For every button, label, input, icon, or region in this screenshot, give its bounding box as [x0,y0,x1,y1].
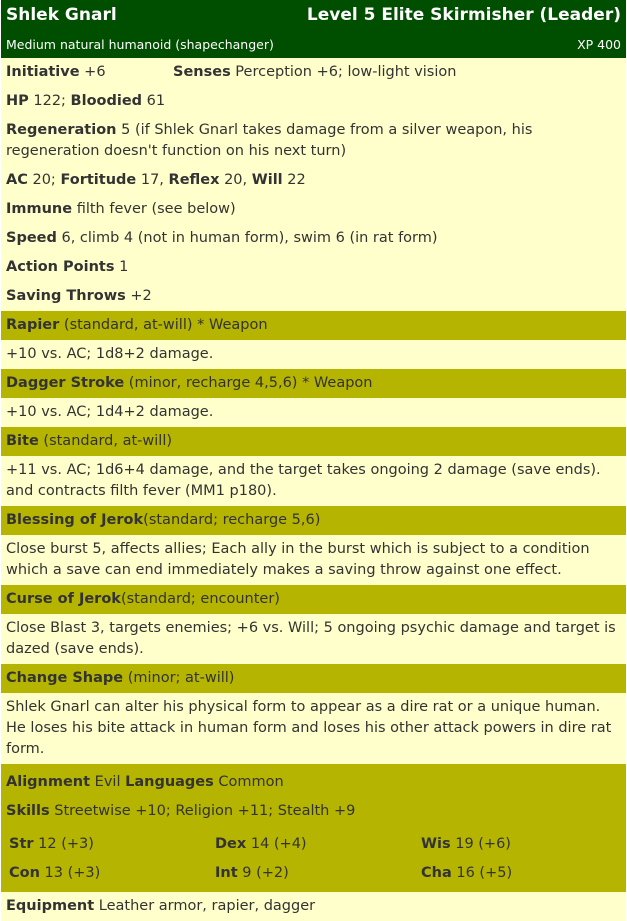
monster-name: Shlek Gnarl [6,5,117,25]
power-header-bite [1,427,626,456]
ac-label: AC [6,172,28,188]
fortitude-value: 17, [136,172,169,188]
hp-label: HP [6,93,29,109]
reflex-value: 20, [219,172,252,188]
fortitude-label: Fortitude [60,172,137,188]
skills-label: Skills [6,803,50,819]
speed-label: Speed [6,230,57,246]
ability-value: 16 (+5) [451,865,513,881]
initiative-value: +6 [79,64,106,80]
stat-block-footer [1,764,626,892]
languages-value: Common [213,774,284,790]
defenses-row [1,166,626,195]
ability-label: Int [215,865,238,881]
regeneration-value: 5 (if Shlek Gnarl takes damage from a silver weapon, his regeneration doesn't function on his next turn) [6,122,533,159]
equipment-value: Leather armor, rapier, dagger [94,898,316,914]
power-header-blessing-of-jerok [1,506,626,535]
power-header-rapier [1,311,626,340]
senses-label: Senses [173,64,231,80]
ability-value: 9 (+2) [237,865,289,881]
power-header-change-shape [1,664,626,693]
power-meta: (standard; recharge 5,6) [143,512,321,528]
ability-str [6,830,212,859]
reflex-label: Reflex [168,172,220,188]
power-desc-dagger-stroke: +10 vs. AC; 1d4+2 damage. [1,398,626,427]
power-name: Bite [6,433,39,449]
will-label: Will [251,172,283,188]
monster-level: Level 5 Elite Skirmisher (Leader) [306,5,621,25]
power-desc-rapier: +10 vs. AC; 1d8+2 damage. [1,340,626,369]
power-meta: (standard; encounter) [120,591,280,607]
hp-value: 122; [28,93,71,109]
power-meta: (minor; at-will) [123,670,235,686]
initiative-label: Initiative [6,64,80,80]
immune-label: Immune [6,201,73,217]
equipment-label: Equipment [6,898,95,914]
power-meta: (minor, recharge 4,5,6) * Weapon [124,375,373,391]
speed-value: 6, climb 4 (not in human form), swim 6 (in rat form) [56,230,438,246]
power-desc-bite: +11 vs. AC; 1d6+4 damage, and the target takes ongoing 2 damage (save ends). and contracts filth fever (MM1 p180). [1,456,626,506]
power-name: Dagger Stroke [6,375,125,391]
action-points-row [1,253,626,282]
ability-scores [6,826,621,892]
alignment-value: Evil [90,774,126,790]
immune-row [1,195,626,224]
initiative-senses-row [1,58,626,87]
regeneration-row [1,116,626,166]
saving-throws-label: Saving Throws [6,288,126,304]
ability-label: Con [9,865,40,881]
equipment-row [1,892,626,921]
will-value: 22 [282,172,306,188]
ability-value: 12 (+3) [33,836,94,852]
action-points-value: 1 [114,259,129,275]
saving-throws-value: +2 [125,288,152,304]
skills-row [6,797,621,826]
power-name: Curse of Jerok [6,591,121,607]
alignment-row [6,768,621,797]
skills-value: Streetwise +10; Religion +11; Stealth +9 [49,803,356,819]
stat-block-header [1,0,626,58]
ability-value: 13 (+3) [39,865,101,881]
bloodied-label: Bloodied [70,93,143,109]
ability-wis [418,830,624,859]
hp-row [1,87,626,116]
alignment-label: Alignment [6,774,91,790]
power-name: Rapier [6,317,60,333]
ability-value: 14 (+4) [246,836,307,852]
senses-value: Perception +6; low-light vision [230,64,457,80]
monster-xp: XP 400 [577,37,621,52]
power-header-dagger-stroke [1,369,626,398]
power-name: Blessing of Jerok [6,512,144,528]
ability-cha [418,859,624,888]
ability-int [212,859,418,888]
languages-label: Languages [125,774,214,790]
power-meta: (standard, at-will) * Weapon [59,317,268,333]
monster-type: Medium natural humanoid (shapechanger) [6,37,274,52]
immune-value: filth fever (see below) [72,201,236,217]
power-desc-change-shape: Shlek Gnarl can alter his physical form to appear as a dire rat or a unique human. He loses his bite attack in human form and loses his other attack powers in dire rat form. [1,693,626,764]
ability-value: 19 (+6) [450,836,511,852]
power-desc-blessing-of-jerok: Close burst 5, affects allies; Each ally in the burst which is subject to a condition which a save can end immediately makes a saving throw against one effect. [1,535,626,585]
power-header-curse-of-jerok [1,585,626,614]
ability-label: Dex [215,836,247,852]
speed-row [1,224,626,253]
stat-block [1,0,626,921]
action-points-label: Action Points [6,259,115,275]
ability-con [6,859,212,888]
regeneration-label: Regeneration [6,122,117,138]
power-meta: (standard, at-will) [38,433,173,449]
ac-value: 20; [27,172,61,188]
power-name: Change Shape [6,670,124,686]
bloodied-value: 61 [142,93,166,109]
ability-label: Wis [421,836,451,852]
ability-label: Cha [421,865,452,881]
power-desc-curse-of-jerok: Close Blast 3, targets enemies; +6 vs. Will; 5 ongoing psychic damage and target is dazed (save ends). [1,614,626,664]
ability-dex [212,830,418,859]
ability-label: Str [9,836,34,852]
saving-throws-row [1,282,626,311]
